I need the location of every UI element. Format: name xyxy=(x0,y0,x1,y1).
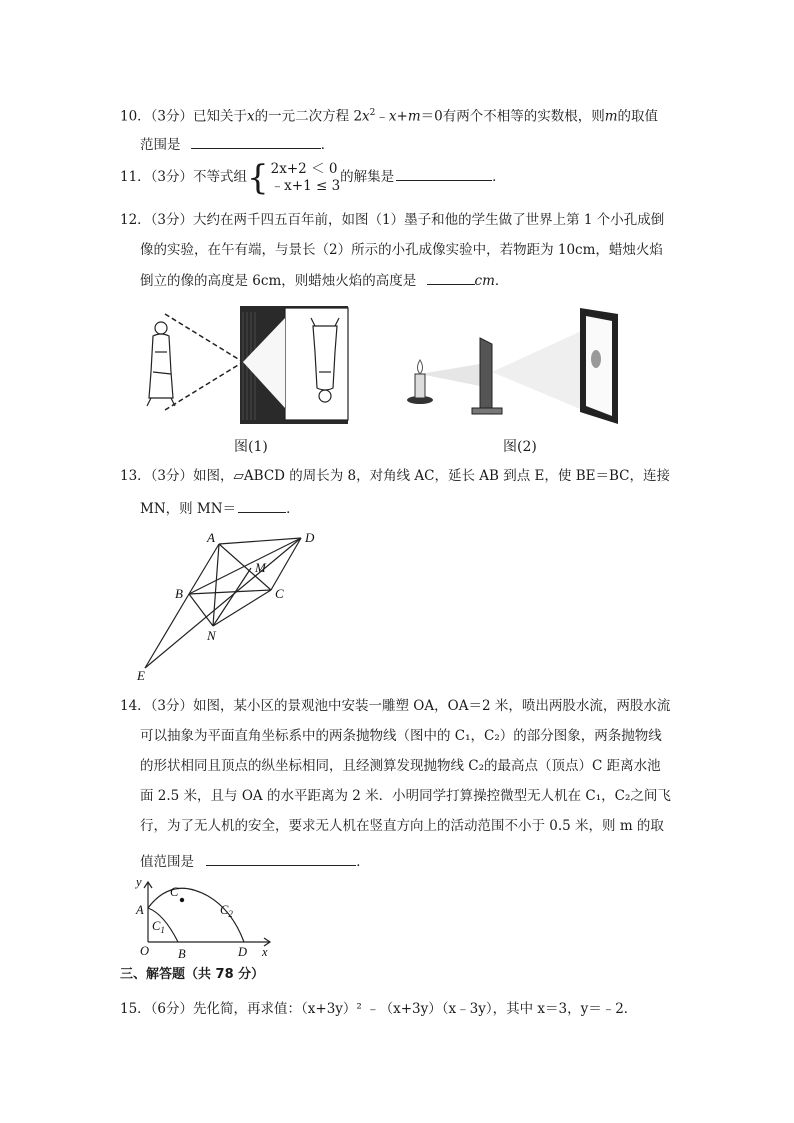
q14-label-D: D xyxy=(238,945,248,959)
q10-text-d: x+m xyxy=(388,108,421,125)
q10-text-a: 10．（3分）已知关于 xyxy=(120,108,248,125)
q14-line3: 的形状相同且顶点的纵坐标相同，且经测算发现抛物线 C₂的最高点（顶点）C 距离水池 xyxy=(140,758,661,774)
q14-line1: 14．（3分）如图，某小区的景观池中安装一雕塑 OA，OA＝2 米，喷出两股水流，两股水流 xyxy=(120,698,671,714)
q11-prefix: 11．（3分）不等式组 xyxy=(120,169,248,185)
q10-sup2: 2 xyxy=(369,108,376,118)
screen-icon xyxy=(580,308,618,424)
q13-label-N: N xyxy=(207,628,216,643)
person-figure-icon xyxy=(147,322,175,406)
q14-line2: 可以抽象为平面直角坐标系中的两条抛物线（图中的 C₁，C₂）的部分图象，两条抛物线 xyxy=(140,728,662,744)
q10-answer-blank[interactable] xyxy=(191,134,321,149)
q12-line3-text: 倒立的像的高度是 6cm，则蜡烛火焰的高度是 xyxy=(140,273,417,289)
q13-label-B: B xyxy=(175,586,183,601)
q12-answer-blank[interactable] xyxy=(427,270,475,285)
q13-line2 xyxy=(140,498,300,518)
q13-label-M: M xyxy=(255,560,266,575)
q12-unit: cm xyxy=(474,273,495,289)
q11-brace-icon: { xyxy=(247,157,269,198)
q14-label-C: C xyxy=(170,885,179,899)
q10-x2: x xyxy=(362,108,370,125)
q14-label-y: y xyxy=(136,875,142,889)
q11-end: ． xyxy=(492,169,506,185)
q12-line2: 像的实验，在午有端，与景长（2）所示的小孔成像实验中，若物距为 10cm，蜡烛火焰 xyxy=(140,242,663,258)
candle-icon xyxy=(407,360,433,404)
vertex-point-icon xyxy=(180,898,184,902)
q14-label-x: x xyxy=(262,945,268,959)
q10-text-c: ﹣ xyxy=(375,108,389,125)
q11-ineq1: 2x+2 ＜ 0 xyxy=(270,160,338,177)
q12-figure-2-caption: 图(2) xyxy=(503,439,537,455)
q12-figure-1-caption: 图(1) xyxy=(234,439,268,455)
q14-label-A: A xyxy=(136,903,144,917)
q13-answer-blank[interactable] xyxy=(238,498,286,513)
q14-figure xyxy=(132,874,282,960)
q14-label-C1: $C_1$ xyxy=(152,919,165,935)
q12-end: ． xyxy=(494,273,509,289)
q10-end: ． xyxy=(320,137,335,153)
q10-var-m: m xyxy=(604,108,618,125)
q15-line: 15．（6分）先化简，再求值：（x+3y）² ﹣（x+3y）（x﹣3y），其中 x＝3，y＝﹣2． xyxy=(120,1001,638,1017)
q10-range-label: 范围是 xyxy=(140,137,181,153)
q11-suffix: 的解集是 xyxy=(340,169,395,185)
q11-line xyxy=(120,157,506,198)
q14-range-label: 值范围是 xyxy=(140,854,194,870)
q12-figure-1 xyxy=(135,302,355,430)
q12-figure-2 xyxy=(400,304,620,424)
q12-line1: 12．（3分）大约在两千四五百年前，如图（1）墨子和他的学生做了世界上第 1 个小孔成倒 xyxy=(120,212,665,228)
q14-label-C2: $C_2$ xyxy=(220,903,233,919)
q14-label-O: O xyxy=(140,944,150,958)
q13-end: ． xyxy=(286,501,300,517)
section-3-title: 三、解答题（共 78 分） xyxy=(120,967,265,982)
q10-text-e: ＝0有两个不相等的实数根，则 xyxy=(420,108,605,125)
q13-figure xyxy=(135,528,325,686)
q13-label-A: A xyxy=(207,530,215,545)
q14-line4: 面 2.5 米，且与 OA 的水平距离为 2 米．小明同学打算操控微型无人机在 C₁，C₂之间飞 xyxy=(140,788,671,804)
q11-answer-blank[interactable] xyxy=(396,166,492,181)
q10-text-f: 的取值 xyxy=(617,108,659,125)
q14-answer-blank[interactable] xyxy=(206,851,356,866)
q12-line3 xyxy=(140,270,508,290)
q11-ineq2: ﹣x+1 ≤ 3 xyxy=(270,177,341,194)
q13-line1: 13．（3分）如图，▱ABCD 的周长为 8，对角线 AC，延长 AB 到点 E，使 BE＝BC，连接 xyxy=(120,468,670,484)
q14-line5: 行，为了无人机的安全，要求无人机在竖直方向上的活动范围不小于 0.5 米，则 m 的取 xyxy=(140,818,664,834)
q10-line2 xyxy=(140,134,334,154)
q14-label-B: B xyxy=(178,947,186,960)
q13-label-D: D xyxy=(305,530,315,545)
q10-text-b: 的一元二次方程 2 xyxy=(254,108,363,125)
q14-line6 xyxy=(140,851,370,871)
q10-line1 xyxy=(120,104,658,126)
q11-system xyxy=(271,161,341,195)
q10-var-x: x xyxy=(247,108,255,125)
q13-label-C: C xyxy=(275,586,284,601)
q14-end: ． xyxy=(356,854,370,870)
q13-line2-text: MN，则 MN＝ xyxy=(140,501,237,517)
q13-label-E: E xyxy=(137,668,145,683)
